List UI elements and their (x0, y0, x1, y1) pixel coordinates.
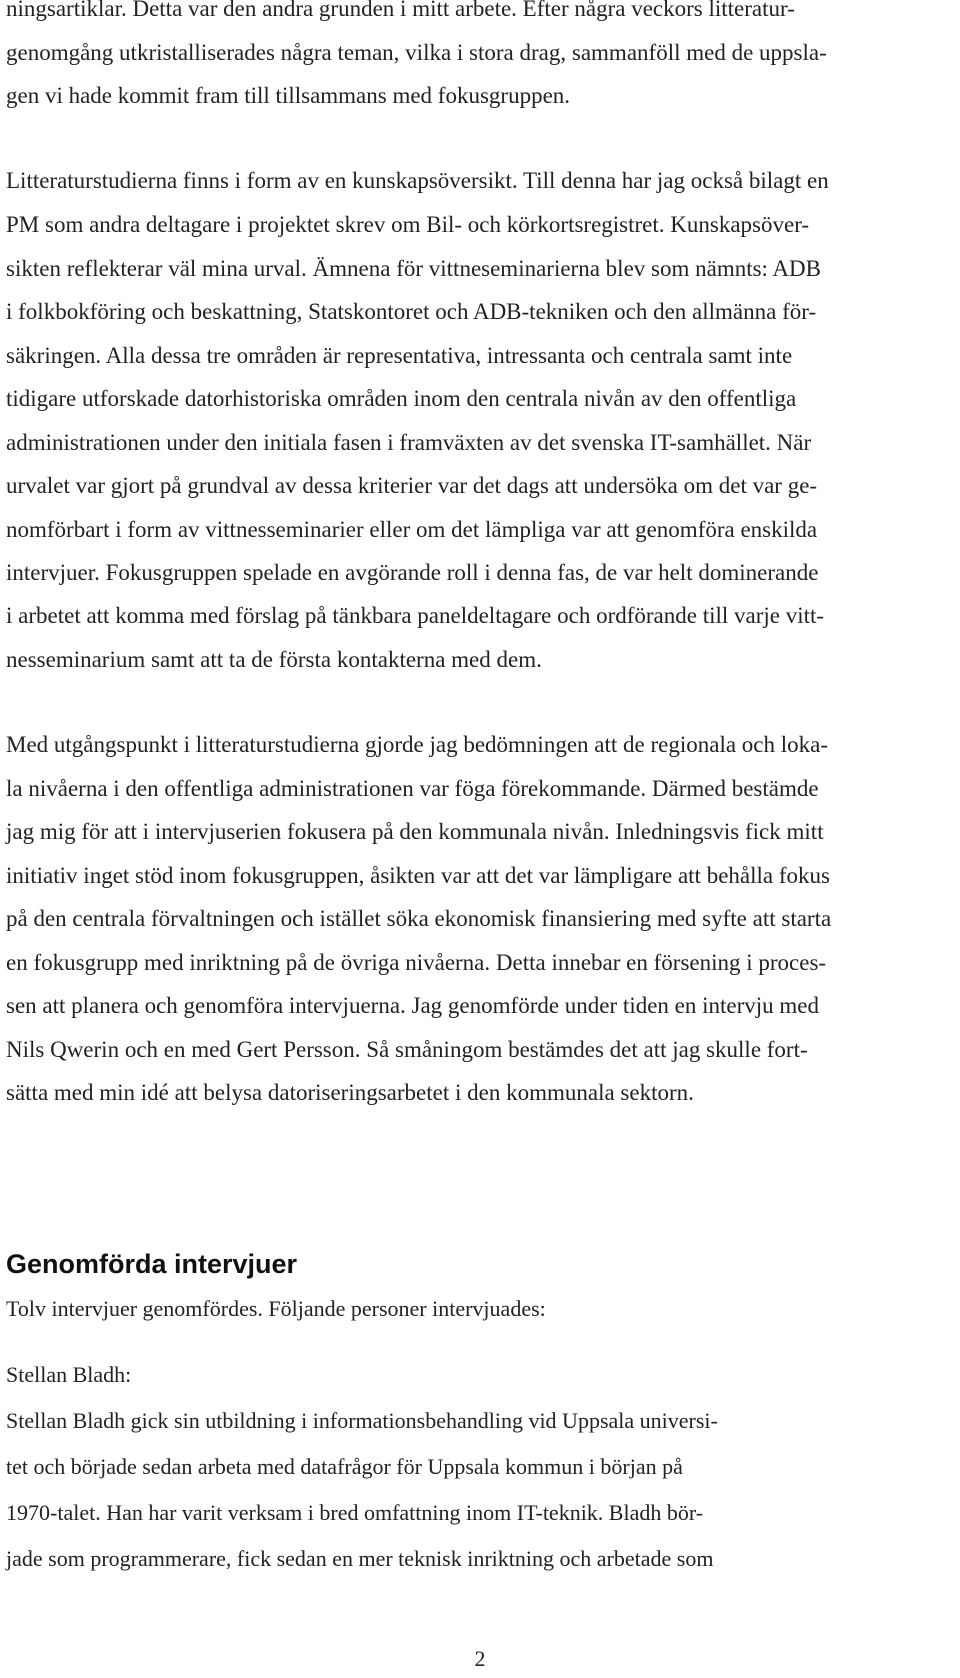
paragraph-1-line: nomförbart i form av vittnesseminarier eller om det lämpliga var att genomföra enskilda (6, 517, 818, 542)
section-intro: Tolv intervjuer genomfördes. Följande personer intervjuades: (6, 1296, 546, 1321)
paragraph-2-line: en fokusgrupp med inriktning på de övriga nivåerna. Detta innebar en försening i proces- (6, 950, 827, 975)
paragraph-2-line: la nivåerna i den offentliga administrationen var föga förekommande. Därmed bestämde (6, 776, 819, 801)
paragraph-2-line: jag mig för att i intervjuserien fokusera på den kommunala nivån. Inledningsvis fick mitt (6, 819, 824, 844)
intro-line: genomgång utkristalliserades några teman, vilka i stora drag, sammanföll med de uppsla- (6, 40, 827, 65)
paragraph-1-line: i folkbokföring och beskattning, Statskontoret och ADB-tekniken och den allmänna för- (6, 299, 817, 324)
paragraph-1-line: urvalet var gjort på grundval av dessa kriterier var det dags att undersöka om det var ge- (6, 473, 818, 498)
person-bio-line: tet och började sedan arbeta med datafrågor för Uppsala kommun i början på (6, 1454, 683, 1479)
paragraph-1-line: administrationen under den initiala fasen i framväxten av det svenska IT-samhället. När (6, 430, 812, 455)
paragraph-1-line: PM som andra deltagare i projektet skrev om Bil- och körkortsregistret. Kunskapsöver- (6, 212, 810, 237)
paragraph-2-line: sätta med min idé att belysa datoriseringsarbetet i den kommunala sektorn. (6, 1080, 694, 1105)
paragraph-1-line: Litteraturstudierna finns i form av en kunskapsöversikt. Till denna har jag också bilagt en (6, 168, 829, 193)
person-bio-line: 1970-talet. Han har varit verksam i bred omfattning inom IT-teknik. Bladh bör- (6, 1500, 704, 1525)
paragraph-1-line: säkringen. Alla dessa tre områden är representativa, intressanta och centrala samt inte (6, 343, 793, 368)
paragraph-2-line: sen att planera och genomföra intervjuerna. Jag genomförde under tiden en intervju med (6, 993, 820, 1018)
intro-line: ningsartiklar. Detta var den andra grunden i mitt arbete. Efter några veckors litteratur- (6, 0, 795, 21)
paragraph-1-line: sikten reflekterar väl mina urval. Ämnena för vittneseminarierna blev som nämnts: ADB (6, 256, 821, 281)
paragraph-1-line: tidigare utforskade datorhistoriska områden inom den centrala nivån av den offentliga (6, 386, 797, 411)
paragraph-2-line: på den centrala förvaltningen och istället söka ekonomisk finansiering med syfte att starta (6, 906, 832, 931)
paragraph-1-line: nesseminarium samt att ta de första kontakterna med dem. (6, 647, 542, 672)
page-number: 2 (474, 1646, 486, 1671)
paragraph-1-line: i arbetet att komma med förslag på tänkbara paneldeltagare och ordförande till varje vitt- (6, 603, 825, 628)
section-heading: Genomförda intervjuer (6, 1249, 298, 1279)
paragraph-2-line: Med utgångspunkt i litteraturstudierna gjorde jag bedömningen att de regionala och loka- (6, 732, 829, 757)
person-bio-line: Stellan Bladh gick sin utbildning i informationsbehandling vid Uppsala universi- (6, 1408, 718, 1433)
paragraph-2-line: Nils Qwerin och en med Gert Persson. Så småningom bestämdes det att jag skulle fort- (6, 1037, 808, 1062)
person-label: Stellan Bladh: (6, 1362, 132, 1387)
person-bio-line: jade som programmerare, fick sedan en mer teknisk inriktning och arbetade som (6, 1546, 714, 1571)
intro-line: gen vi hade kommit fram till tillsammans med fokusgruppen. (6, 83, 571, 108)
paragraph-2-line: initiativ inget stöd inom fokusgruppen, åsikten var att det var lämpligare att behålla fokus (6, 863, 830, 888)
paragraph-1-line: intervjuer. Fokusgruppen spelade en avgörande roll i denna fas, de var helt dominerande (6, 560, 819, 585)
